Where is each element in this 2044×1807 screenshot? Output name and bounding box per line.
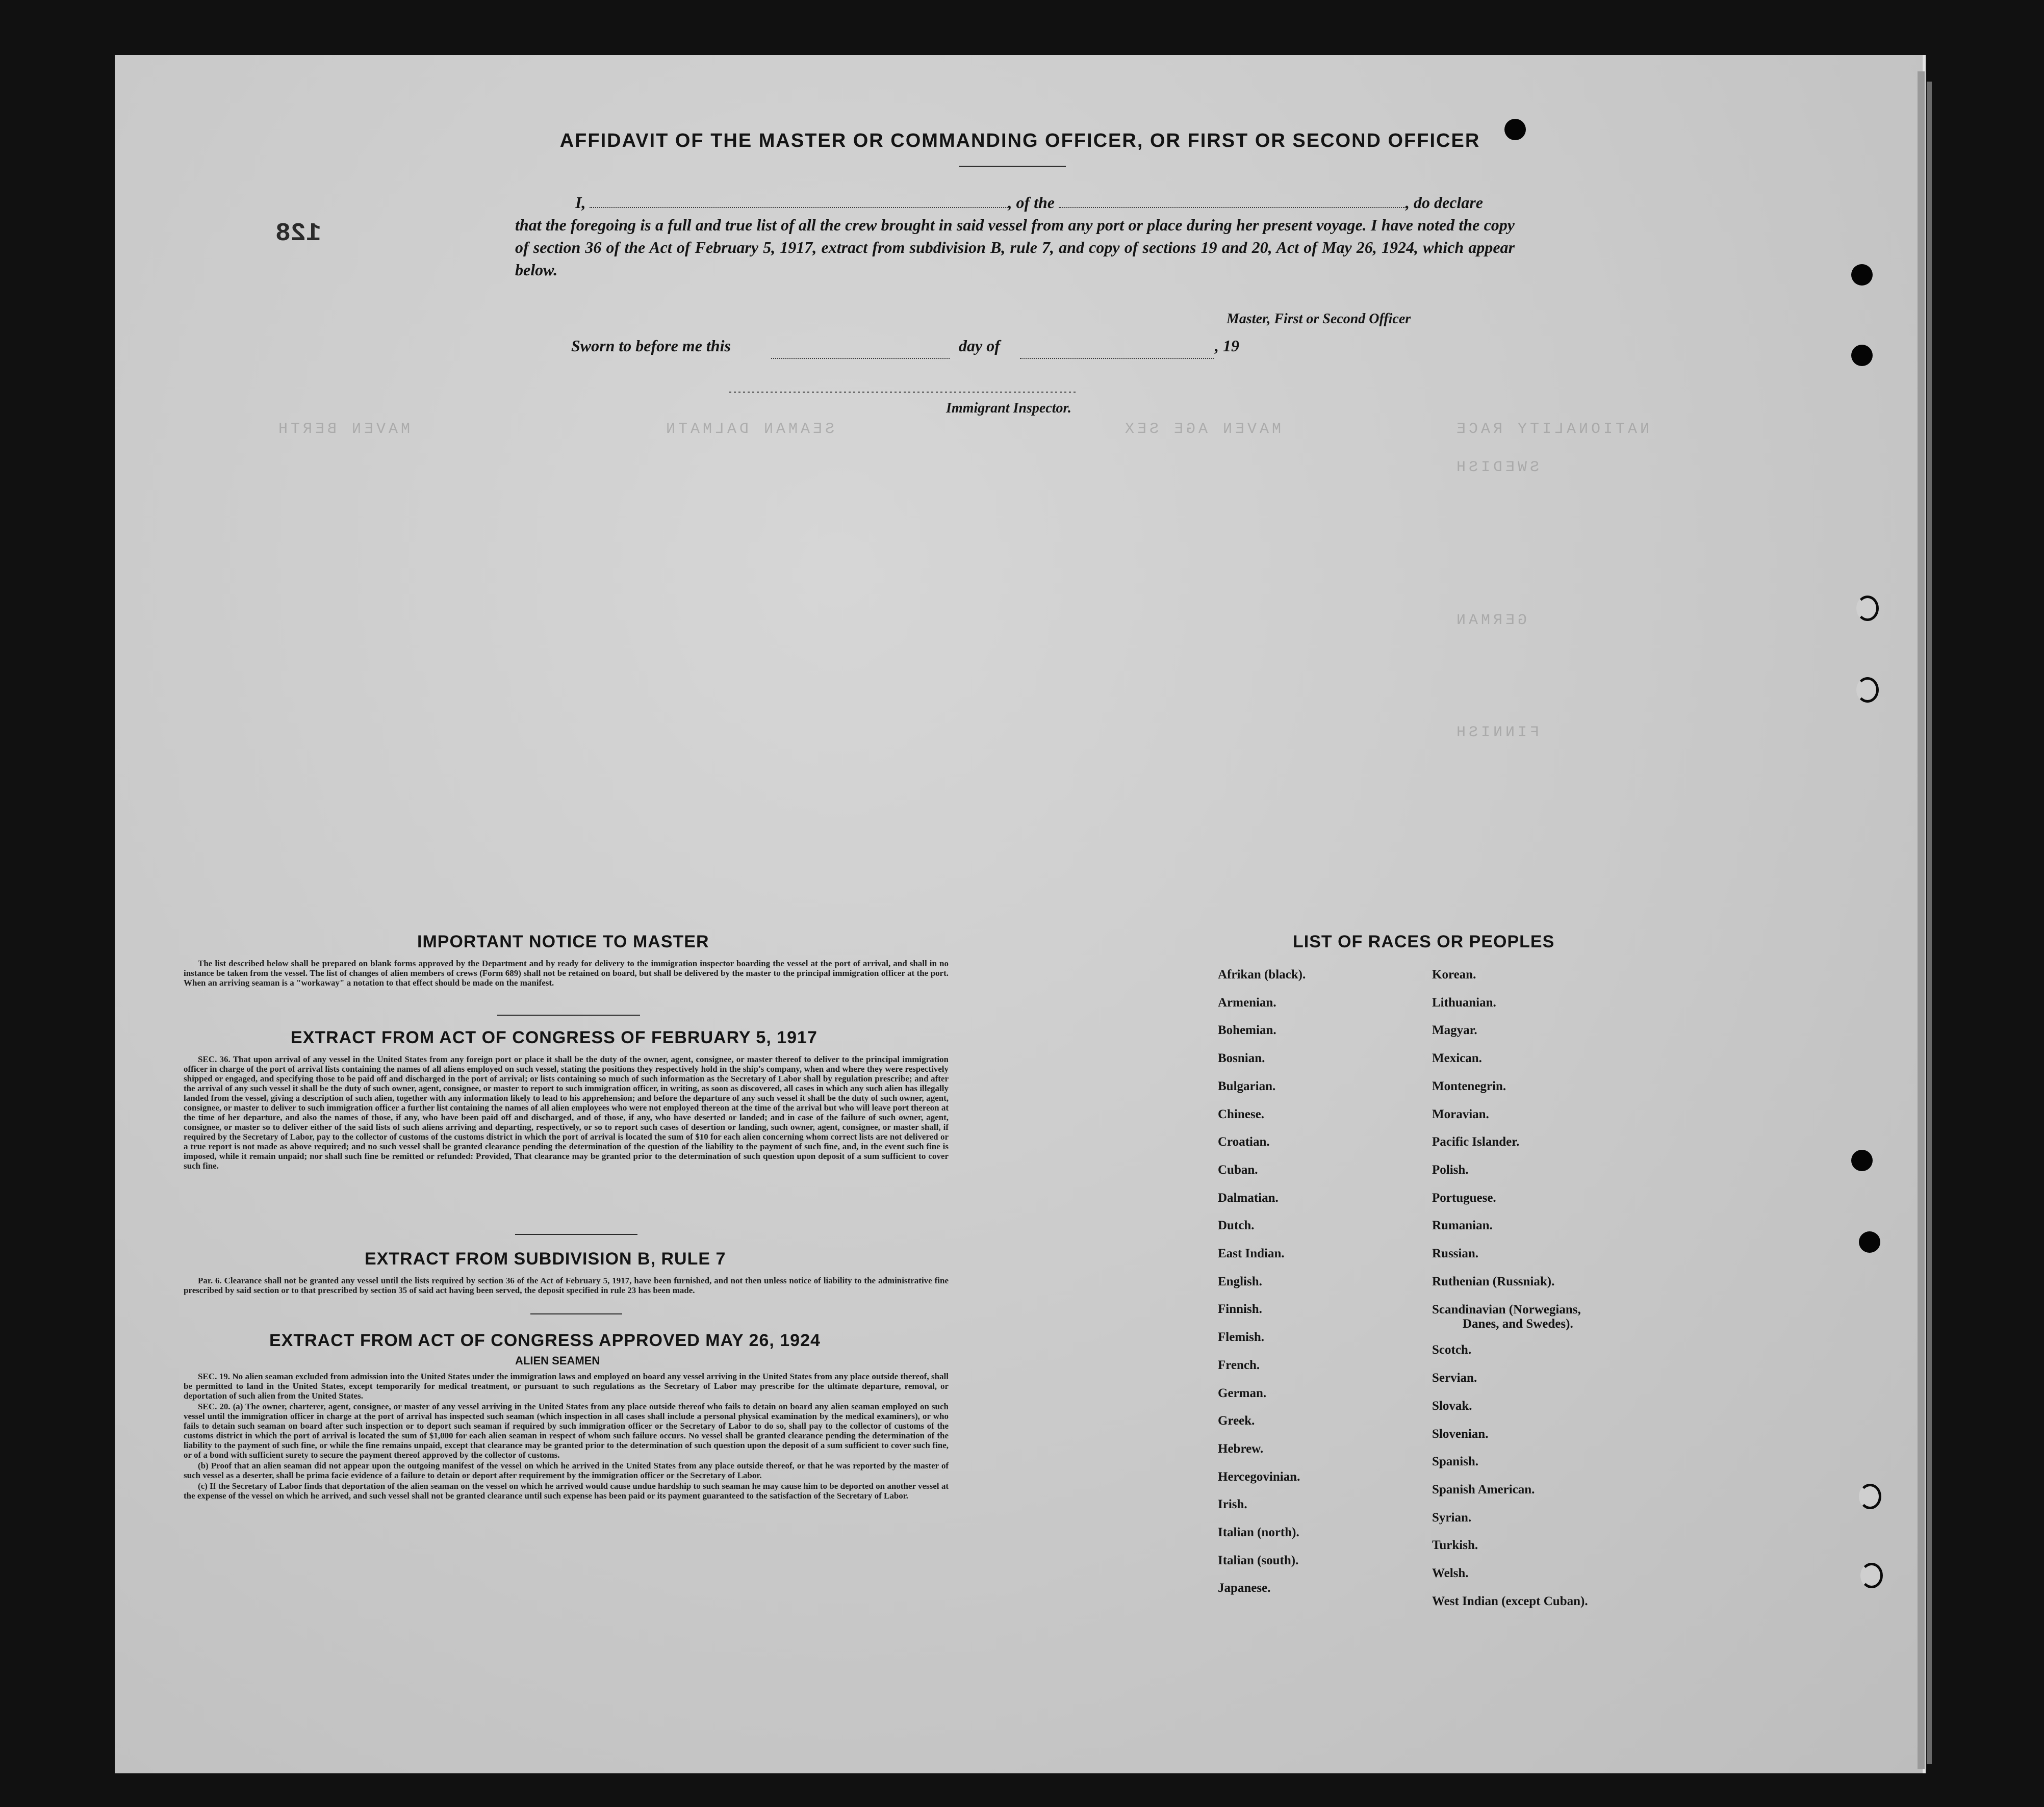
extract-1917-text — [184, 1054, 949, 1172]
inspector-signature-line — [729, 392, 1076, 393]
race-item: Syrian. — [1432, 1510, 1472, 1525]
race-item: Bohemian. — [1218, 1023, 1276, 1038]
margin-number: 128 — [275, 219, 322, 248]
race-item: Bosnian. — [1218, 1051, 1265, 1066]
section-divider — [530, 1313, 622, 1314]
race-item: Mexican. — [1432, 1051, 1482, 1066]
race-item: Afrikan (black). — [1218, 968, 1306, 982]
race-item: Lithuanian. — [1432, 995, 1496, 1010]
binder-ring — [1860, 1563, 1883, 1588]
race-item: Japanese. — [1218, 1581, 1271, 1595]
vessel-name-field[interactable] — [1059, 194, 1406, 208]
race-item: Scandinavian (Norwegians, — [1432, 1303, 1581, 1317]
sworn-month-field[interactable] — [1020, 345, 1214, 359]
race-item: Greek. — [1218, 1414, 1255, 1428]
race-item: Ruthenian (Russniak). — [1432, 1274, 1555, 1288]
sworn-label: Sworn to before me this — [571, 337, 731, 355]
declaration-block — [515, 191, 1515, 281]
sec19-paragraph: SEC. 19. No alien seaman excluded from admission into the United States under the immigration laws and employed on board any vessel arriving in the United States from any place outside thereof, shall be permitted to land in the United States, except temporarily for medical treatment, or pursuant to such regulations as the Secretary of Labor may prescribe for the ultimate departure, removal, or deportation of such alien from the United States. — [184, 1372, 949, 1401]
alien-seamen-subheading: ALIEN SEAMEN — [515, 1354, 600, 1367]
race-item: Russian. — [1432, 1247, 1479, 1261]
bleed-through-text: FINNISH — [1453, 724, 1540, 741]
i-label: I, — [575, 193, 586, 212]
binder-ring — [1856, 677, 1879, 703]
page-edge — [1918, 71, 1925, 1769]
race-item: Montenegrin. — [1432, 1079, 1506, 1093]
par6-paragraph: Par. 6. Clearance shall not be granted any vessel until the lists required by section 36 of the Act of February 5, 1917, have been furnished, and not then unless notice of liability to the administrative fine prescribed by said section or to that prescribed by section 35 of said act having been served, the deposit specified in rule 23 has been made. — [184, 1276, 949, 1295]
races-column-1 — [1218, 961, 1306, 1603]
races-heading: LIST OF RACES OR PEOPLES — [1293, 932, 1555, 951]
document-sheet — [115, 55, 1926, 1773]
section-divider — [515, 1234, 637, 1235]
title-underline — [959, 166, 1066, 167]
bleed-through-text: MAVEN AGE SEX — [1122, 421, 1282, 438]
punch-hole — [1504, 119, 1526, 140]
day-of-label: day of — [959, 337, 1000, 355]
bleed-through-text: MAVEN BERTH — [275, 421, 411, 438]
extract-1924-text — [184, 1372, 949, 1502]
bleed-through-text: SWEDISH — [1453, 459, 1540, 476]
bleed-through-text: SEAMAN DALMATN — [663, 421, 835, 438]
race-item: Spanish American. — [1432, 1482, 1535, 1496]
race-item: Hercegovinian. — [1218, 1469, 1300, 1484]
extract-rule7-text — [184, 1276, 949, 1296]
race-item: Italian (south). — [1218, 1553, 1299, 1567]
of-the-label: , of the — [1008, 193, 1055, 212]
punch-hole — [1859, 1231, 1880, 1253]
do-declare-label: , do declare — [1406, 193, 1483, 212]
year-prefix-label: , 19 — [1215, 337, 1239, 355]
race-item: Irish. — [1218, 1498, 1247, 1512]
race-item: Hebrew. — [1218, 1441, 1264, 1456]
race-item: Magyar. — [1432, 1023, 1477, 1038]
punch-hole — [1851, 345, 1873, 366]
race-item: Dalmatian. — [1218, 1191, 1279, 1205]
race-item: Flemish. — [1218, 1330, 1264, 1345]
race-item: Danes, and Swedes). — [1463, 1317, 1573, 1331]
punch-hole — [1851, 1150, 1873, 1171]
race-item: Cuban. — [1218, 1163, 1258, 1177]
notice-heading: IMPORTANT NOTICE TO MASTER — [417, 932, 709, 951]
notice-text — [184, 959, 949, 989]
race-item: English. — [1218, 1274, 1262, 1288]
race-item: Bulgarian. — [1218, 1079, 1276, 1093]
race-item: East Indian. — [1218, 1247, 1285, 1261]
race-item: Rumanian. — [1432, 1219, 1493, 1233]
race-item: Turkish. — [1432, 1538, 1478, 1553]
extract-rule7-heading: EXTRACT FROM SUBDIVISION B, RULE 7 — [365, 1249, 726, 1269]
bleed-through-text: GERMAN — [1453, 612, 1527, 629]
race-item: West Indian (except Cuban). — [1432, 1594, 1588, 1608]
extract-1917-heading: EXTRACT FROM ACT OF CONGRESS OF FEBRUARY 5, 1917 — [291, 1028, 817, 1047]
affidavit-title: AFFIDAVIT OF THE MASTER OR COMMANDING OFFICER, OR FIRST OR SECOND OFFICER — [559, 130, 1480, 151]
sec20a-paragraph: SEC. 20. (a) The owner, charterer, agent, consignee, or master of any vessel arriving in the United States from any place outside thereof who fails to detain on board any alien seaman employed on such vessel until the immigration officer in charge at the port of arrival has inspected such seaman (which inspection in all cases shall include a personal physical examination by the medical examiners), or who fails to detain such seaman on board after such inspection or to deport such seaman if required by such immigration officer or the Secretary of Labor to do so, shall pay to the collector of customs of the customs district in which the port of arrival is located the sum of $1,000 for each alien seaman in respect of whom such failure occurs. No vessel shall be granted clearance pending the determination of the liability to the payment of such fine, or while the fine remains unpaid, except that clearance may be granted prior to the determination of such question upon the deposit of a sum sufficient to cover such fine, or of a bond with sufficient surety to secure the payment thereof approved by the collector of customs. — [184, 1402, 949, 1460]
race-item: Servian. — [1432, 1371, 1477, 1385]
master-signature-label: Master, First or Second Officer — [1227, 311, 1411, 327]
punch-hole — [1851, 264, 1873, 286]
binder-ring — [1859, 1484, 1881, 1509]
races-column-2 — [1432, 961, 1588, 1615]
race-item: Polish. — [1432, 1163, 1469, 1177]
sec20b-paragraph: (b) Proof that an alien seaman did not appear upon the outgoing manifest of the vessel on which he arrived in the United States from any place outside thereof, or that he was reported by the master of such vessel as a deserter, shall be prima facie evidence of a failure to detain or deport after requirement by the immigration officer or the Secretary of Labor. — [184, 1461, 949, 1480]
race-item: Italian (north). — [1218, 1526, 1299, 1540]
race-item: Pacific Islander. — [1432, 1135, 1520, 1149]
race-item: Welsh. — [1432, 1566, 1469, 1581]
page-edge-shadow — [1927, 82, 1932, 1764]
sec36-paragraph: SEC. 36. That upon arrival of any vessel in the United States from any foreign port or place it shall be the duty of the owner, agent, consignee, or master thereof to deliver to the principal immigration officer in charge of the port of arrival lists containing the names of all aliens employed on such vessel, stating the positions they respectively hold in the ship's company, when and where they were respectively shipped or engaged, and specifying those to be paid off and discharged in the port of arrival; or lists containing so much of such information as the Secretary of Labor shall by regulation prescribe; and after the arrival of any such vessel it shall be the duty of such owner, agent, consignee, or master to report to such immigration officer, in writing, as soon as discovered, all cases in which any such alien has illegally landed from the vessel, giving a description of such alien, together with any information likely to lead to his apprehension; and before the departure of any such vessel it shall be the duty of such owner, agent, consignee, or master to deliver to such immigration officer a further list containing the names of all alien employees who were not employed thereon at the time of the arrival but who will leave port thereon at the time of her departure, and also the names of those, if any, who have been paid off and discharged, and of those, if any, who have deserted or landed; and in case of the failure of such owner, agent, consignee, or master so to deliver either of the said lists of such aliens arriving and departing, respectively, or so to report such cases of desertion or landing, such owner, agent, consignee, or master shall, if required by the Secretary of Labor, pay to the collector of customs of the customs district in which the port of arrival is located the sum of $10 for each alien concerning whom correct lists are not delivered or a true report is not made as above required; and no such vessel shall be granted clearance pending the determination of the question of the liability to the payment of such fine, and, in the event such fine is imposed, while it remain unpaid; nor shall such fine be remitted or refunded: Provided, That clearance may be granted prior to the determination of such question upon deposit of a sum sufficient to cover such fine. — [184, 1054, 949, 1171]
race-item: Scotch. — [1432, 1343, 1472, 1357]
race-item: Portuguese. — [1432, 1191, 1496, 1205]
bleed-through-text: NATIONALITY RACE — [1453, 421, 1650, 438]
race-item: Slovak. — [1432, 1399, 1472, 1413]
race-item: Korean. — [1432, 968, 1476, 982]
master-name-field[interactable] — [590, 194, 1008, 208]
race-item: Spanish. — [1432, 1455, 1479, 1469]
race-item: Moravian. — [1432, 1107, 1489, 1121]
inspector-label: Immigrant Inspector. — [946, 400, 1071, 416]
race-item: Finnish. — [1218, 1302, 1262, 1316]
race-item: Slovenian. — [1432, 1427, 1489, 1441]
race-item: Armenian. — [1218, 995, 1276, 1010]
section-divider — [497, 1015, 640, 1016]
binder-ring — [1856, 596, 1879, 621]
notice-paragraph: The list described below shall be prepared on blank forms approved by the Department and by ready for delivery to the immigration inspector boarding the vessel at the port of arrival, and shall in no instance be taken from the vessel. The list of changes of alien members of crews (Form 689) shall not be retained on board, but shall be delivered by the master to the principal immigration officer at the port. When an arriving seaman is a "workaway" a notation to that effect should be made on the manifest. — [184, 959, 949, 988]
race-item: French. — [1218, 1358, 1260, 1372]
race-item: Dutch. — [1218, 1219, 1255, 1233]
sec20c-paragraph: (c) If the Secretary of Labor finds that deportation of the alien seaman on the vessel on which he arrived would cause undue hardship to such seaman he may cause him to be deported on another vessel at the expense of the vessel on which he arrived, and such vessel shall not be granted clearance until such expense has been paid or its payment guaranteed to the satisfaction of the Secretary of Labor. — [184, 1481, 949, 1501]
race-item: German. — [1218, 1386, 1267, 1400]
race-item: Croatian. — [1218, 1135, 1270, 1149]
race-item: Chinese. — [1218, 1107, 1264, 1121]
extract-1924-heading: EXTRACT FROM ACT OF CONGRESS APPROVED MAY 26, 1924 — [269, 1331, 821, 1350]
sworn-day-field[interactable] — [771, 345, 950, 359]
declaration-text: that the foregoing is a full and true list of all the crew brought in said vessel from any port or place during her present voyage. I have noted the copy of section 36 of the Act of February 5, 1917, extract from subdivision B, rule 7, and copy of sections 19 and 20, Act of May 26, 1924, which appear below. — [515, 216, 1515, 279]
